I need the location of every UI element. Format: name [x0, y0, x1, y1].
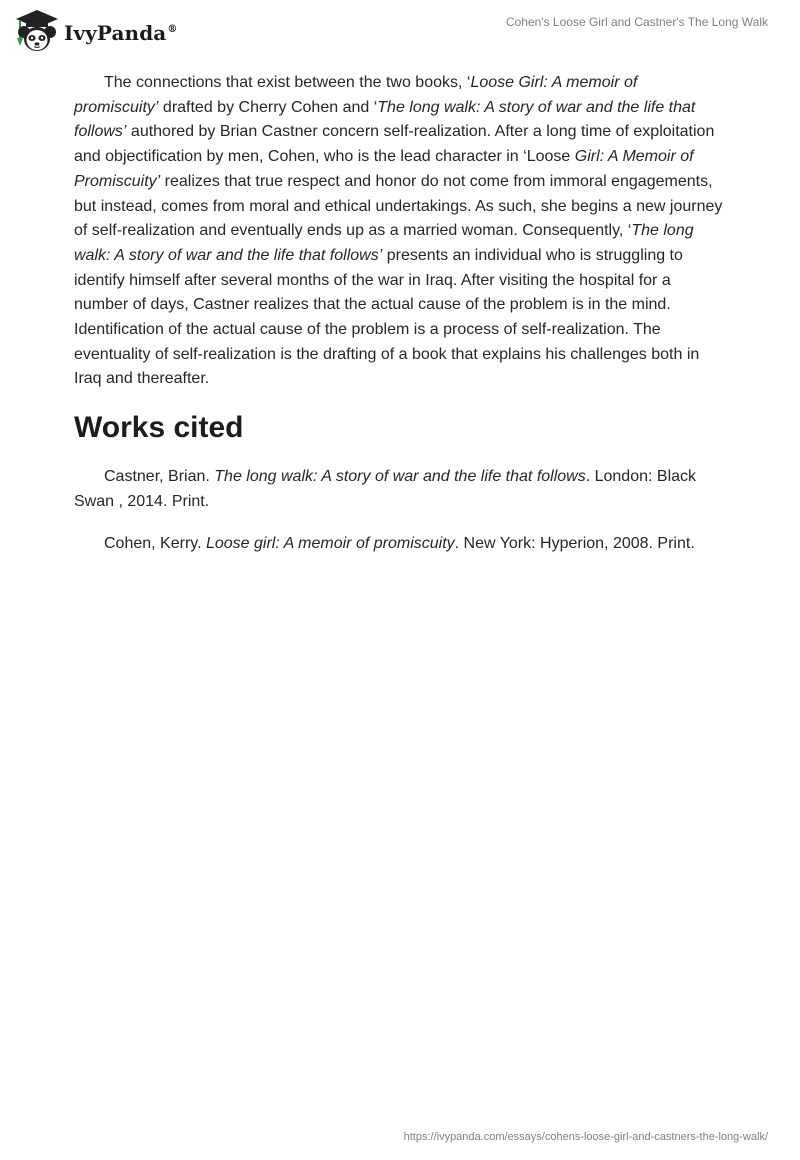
page-header — [0, 0, 800, 70]
citation-castner: Castner, Brian. The long walk: A story of war and the life that follows. London: Black Swan , 2014. Print. — [74, 468, 697, 510]
logo-wordmark: IvyPanda® — [64, 21, 178, 45]
essay-content — [74, 71, 726, 556]
source-url-link[interactable]: https://ivypanda.com/essays/cohens-loose-girl-and-castners-the-long-walk/ — [403, 1131, 768, 1143]
works-cited-heading: Works cited — [74, 411, 244, 445]
ivypanda-logo[interactable] — [14, 8, 177, 54]
running-title: Cohen's Loose Girl and Castner's The Long Walk — [505, 15, 768, 29]
body-paragraph: The connections that exist between the two books, ‘Loose Girl: A memoir of promiscuity’ drafted by Cherry Cohen and ‘The long walk: A story of war and the life that follows’ authored by Brian Castner concern self-realization. After a long time of exploitation and objectification by men, Cohen, who is the lead character in ‘Loose Girl: A Memoir of Promiscuity’ realizes that true respect and honor do not come from immoral engagements, but instead, comes from moral and ethical undertakings. As such, she begins a new journey of self-realization and eventually ends up as a married woman. Consequently, ‘The long walk: A story of war and the life that follows’ presents an individual who is struggling to identify himself after several months of the war in Iraq. After visiting the hospital for a number of days, Castner realizes that the actual cause of the problem is in the mind. Identification of the actual cause of the problem is a process of self-realization. The eventuality of self-realization is the drafting of a book that explains his challenges both in Iraq and thereafter. — [74, 74, 723, 388]
panda-graduate-icon — [14, 8, 60, 54]
registered-mark: ® — [167, 24, 178, 36]
citation-cohen: Cohen, Kerry. Loose girl: A memoir of promiscuity. New York: Hyperion, 2008. Print. — [104, 534, 695, 552]
